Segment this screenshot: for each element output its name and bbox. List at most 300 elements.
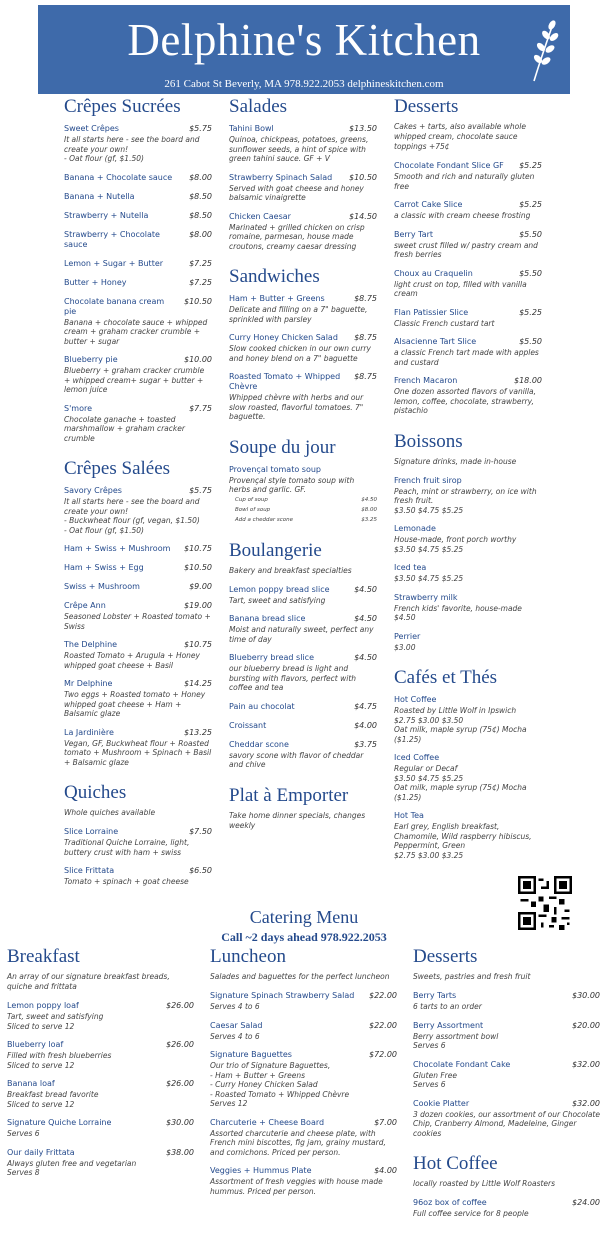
menu-item [394,476,542,516]
item-price: $7.50 [189,827,212,836]
item-name: Provençal tomato soup [229,464,321,474]
menu-item-header [229,124,377,134]
menu-item [394,524,542,554]
item-name: Strawberry milk [394,592,458,602]
item-description: a classic French tart made with apples and custard [394,348,539,367]
item-price: $13.50 [349,124,377,133]
item-description: Filled with fresh blueberries Sliced to serve 12 [7,1051,112,1070]
menu-section [229,266,377,422]
item-name: Croissant [229,720,267,730]
item-price: $5.50 [519,337,542,346]
item-description: Full coffee service for 8 people [413,1209,529,1218]
size-option [229,505,377,515]
menu-item [64,563,212,573]
menu-item [210,1050,397,1109]
item-description: Moist and naturally sweet, perfect any time of day [229,625,374,644]
item-price: $30.00 [572,991,600,1000]
menu-item [7,1001,194,1031]
menu-item [229,465,377,525]
item-description: Assortment of fresh veggies with house made hummus. Priced per person. [210,1177,383,1196]
section-title: Cafés et Thés [394,667,498,688]
item-price: $13.25 [184,727,212,737]
item-name: Savory Crêpes [64,486,122,495]
menu-item-header [64,563,212,573]
item-name: Hot Coffee [394,695,437,704]
section-subtitle: An array of our signature breakfast breads, quiche and frittata [7,972,170,991]
menu-section [7,946,194,1178]
catering-subtitle: Call ~2 days ahead 978.922.2053 [221,930,387,944]
section-subtitle: Whole quiches available [64,808,156,817]
menu-item-header [7,1079,194,1089]
menu-item-header [229,653,377,663]
item-name: Sweet Crêpes [64,124,119,133]
section-title: Sandwiches [229,266,320,287]
menu-section [413,946,600,1138]
menu-item-header [64,230,212,250]
item-name: Signature Quiche Lorraine [7,1118,112,1127]
item-price: $32.00 [572,1098,600,1108]
item-description: Classic French custard tart [394,318,495,328]
item-name: Chocolate Fondant Cake [413,1059,511,1069]
item-name: Iced Coffee [394,753,440,762]
menu-item-header [394,376,542,386]
menu-item-header [64,866,212,876]
menu-item-header [64,404,212,414]
menu-item-header [64,259,212,269]
menu-item [394,200,542,221]
menu-item [394,161,542,191]
menu-section [413,1153,600,1219]
menu-item [64,582,212,592]
menu-item-header [229,585,377,595]
item-name: Lemon + Sugar + Butter [64,258,164,268]
item-price: $9.00 [189,582,212,591]
item-description: Chocolate ganache + toasted marshmallow + graham cracker crumble [64,414,185,443]
item-name: Curry Honey Chicken Salad [229,333,338,342]
item-price: $30.00 [166,1118,194,1127]
menu-item-header [394,200,542,210]
menu-item-header [413,1198,600,1208]
item-name: Blueberry pie [64,355,118,364]
menu-item [64,827,212,857]
item-description: Peach, mint or strawberry, on ice with fresh fruit. $3.50 $4.75 $5.25 [394,486,537,515]
catering-column-left [7,946,194,1193]
section-title: Luncheon [210,946,286,967]
restaurant-contact: 261 Cabot St Beverly, MA 978.922.2053 delphineskitchen.com [164,78,444,90]
item-price: $4.50 [354,614,377,623]
item-description: Our trio of Signature Baguettes, - Ham + Butter + Greens - Curry Honey Chicken Salad - Roasted Tomato + Whipped Chèvre Serves 12 [210,1061,350,1108]
menu-item-header [7,1001,194,1011]
menu-item [229,333,377,363]
item-price: $4.00 [354,720,377,730]
item-price: $26.00 [166,1040,194,1049]
menu-item-header [7,1148,194,1158]
menu-item-header [210,1166,397,1176]
item-price: $7.75 [189,403,212,413]
menu-item [210,1118,397,1158]
item-description: Vegan, GF, Buckwheat flour + Roasted tomato + Mushroom + Spinach + Basil + Balsamic glaze [64,738,212,767]
menu-item [394,753,542,802]
size-label: Bowl of soup [235,506,271,513]
menu-item-header [394,308,542,318]
section-subtitle: Take home dinner specials, changes weekly [229,810,366,830]
item-name: Cookie Platter [413,1098,470,1108]
section-title: Boulangerie [229,539,322,561]
menu-item-header [394,476,542,486]
item-price: $5.50 [519,268,542,278]
item-name: The Delphine [64,640,118,649]
item-name: French fruit sirop [394,475,462,485]
size-label: Cup of soup [235,496,268,503]
section-subtitle: Bakery and breakfast specialties [229,565,352,575]
item-name: Mr Delphine [64,679,113,688]
menu-item [229,173,377,203]
menu-item-header [64,601,212,611]
item-name: French Macaron [394,376,458,385]
item-description: 6 tarts to an order [413,1002,482,1011]
section-title: Hot Coffee [413,1153,498,1174]
item-price: $7.25 [189,277,212,287]
menu-item-header [210,1050,397,1060]
menu-item [229,124,377,164]
menu-item [64,679,212,719]
menu-section [394,96,542,416]
menu-item [413,1099,600,1139]
section-subtitle: locally roasted by Little Wolf Roasters [413,1179,556,1188]
menu-item [413,1198,600,1219]
item-description: our blueberry bread is light and bursting with flavors, perfect with coffee and tea [229,664,357,692]
item-name: 96oz box of coffee [413,1198,487,1207]
section-title: Salades [229,96,288,117]
restaurant-title: Delphine's Kitchen [127,15,481,65]
menu-item [64,544,212,554]
item-price: $8.50 [189,210,212,220]
item-name: Slice Frittata [64,866,115,875]
size-option [229,495,377,505]
item-price: $3.75 [354,739,377,749]
item-name: Iced tea [394,563,427,572]
menu-item-header [394,632,542,642]
menu-item-header [413,991,600,1001]
menu-item-header [64,582,212,592]
section-title: Breakfast [7,946,80,967]
item-name: Charcuterie + Cheese Board [210,1117,325,1127]
item-name: Strawberry + Nutella [64,210,149,220]
menu-item [394,695,542,744]
menu-item-header [413,1099,600,1109]
section-title: Crêpes Sucrées [64,96,181,117]
menu-item-header [229,173,377,183]
item-name: Banana + Nutella [64,191,135,201]
item-price: $7.25 [189,258,212,268]
item-description: Assorted charcuterie and cheese plate, with French mini biscottes, fig jam, grainy mustard, and cornichons. Priced per person. [210,1128,386,1157]
item-price: $5.25 [519,307,542,317]
menu-item-header [394,230,542,240]
menu-item-header [210,991,397,1001]
menu-item-header [229,702,377,712]
item-name: Carrot Cake Slice [394,200,463,209]
item-name: Strawberry + Chocolate sauce [64,229,160,249]
section-title: Crêpes Salées [64,458,171,479]
menu-item-header [229,212,377,222]
menu-item-header [64,173,212,183]
item-description: $3.00 [394,642,416,652]
item-description: Serves 4 to 6 [210,1002,260,1011]
item-price: $14.25 [184,679,212,688]
section-title: Plat à Emporter [229,784,349,806]
menu-item [210,1166,397,1196]
item-price: $7.00 [374,1117,397,1127]
item-description: Tart, sweet and satisfying [229,595,326,605]
menu-item [64,230,212,250]
menu-item-header [229,465,377,475]
menu-item [64,404,212,444]
item-price: $72.00 [369,1050,397,1059]
menu-item [394,308,542,329]
item-description: Berry assortment bowl Serves 6 [413,1031,499,1050]
menu-item-header [394,563,542,573]
menu-section [229,96,377,251]
menu-item-header [229,372,377,392]
menu-item [7,1079,194,1109]
item-description: Slow cooked chicken in our own curry and honey blend on a 7" baguette [229,344,371,363]
menu-item [64,728,212,768]
menu-item [64,866,212,887]
item-name: Pain au chocolat [229,701,295,711]
item-description: $3.50 $4.75 $5.25 [394,574,464,583]
item-name: Banana loaf [7,1079,55,1088]
item-description: Roasted by Little Wolf in Ipswich $2.75 $3.00 $3.50 Oat milk, maple syrup (75¢) Mocha ($1.25) [394,706,527,744]
section-subtitle: Salades and baguettes for the perfect luncheon [210,972,390,981]
menu-item [210,1021,397,1042]
menu-item [394,563,542,584]
menu-item [7,1040,194,1070]
menu-item-header [7,1040,194,1050]
item-price: $6.50 [189,866,212,875]
size-label: Add a cheddar scone [235,516,293,523]
item-price: $8.75 [354,372,377,381]
menu-item [413,1021,600,1051]
menu-item-header [229,721,377,731]
menu-item-header [394,753,542,763]
item-name: Ham + Swiss + Mushroom [64,544,171,553]
menu-item-header [229,614,377,624]
item-price: $8.00 [189,229,212,239]
menu-item [64,259,212,269]
menu-item-header [64,192,212,202]
column-middle [229,96,377,846]
menu-item-header [413,1060,600,1070]
item-description: 3 dozen cookies, our assortment of our Chocolate Chip, Cranberry Almond, Madeleine, Ginger cookies [413,1109,600,1138]
menu-item [229,653,377,693]
section-title: Soupe du jour [229,436,336,458]
item-name: Lemon poppy bread slice [229,584,330,594]
item-description: French kids' favorite, house-made $4.50 [394,603,522,622]
menu-item [413,1060,600,1090]
item-price: $26.00 [166,1001,194,1010]
item-name: Roasted Tomato + Whipped Chèvre [229,372,341,391]
menu-section [394,667,542,860]
item-name: Signature Spinach Strawberry Salad [210,991,355,1000]
item-description: Tomato + spinach + goat cheese [64,877,189,886]
menu-item-header [64,544,212,554]
item-name: La Jardinière [64,727,114,737]
item-name: Choux au Craquelin [394,268,473,278]
menu-item-header [64,486,212,496]
item-description: Provençal style tomato soup with herbs and garlic. GF. [229,475,355,494]
menu-item-header [394,161,542,171]
menu-item [413,991,600,1012]
menu-item [7,1148,194,1178]
lavender-sprig-icon [528,15,562,83]
menu-section [64,96,212,443]
menu-item-header [229,333,377,343]
item-description: savory scone with flavor of cheddar and chive [229,750,364,769]
section-title: Desserts [394,96,459,117]
menu-item [64,211,212,221]
item-description: Banana + chocolate sauce + whipped cream + graham cracker crumble + butter + sugar [64,317,208,346]
item-name: Berry Tarts [413,991,457,1000]
menu-item-header [394,695,542,705]
menu-item [394,593,542,623]
item-price: $10.50 [349,172,377,182]
item-price: $8.75 [354,294,377,303]
item-name: Veggies + Hummus Plate [210,1166,312,1175]
menu-item-header [7,1118,194,1128]
section-subtitle: Sweets, pastries and fresh fruit [413,972,531,981]
item-name: Our daily Frittata [7,1147,75,1157]
item-name: S'more [64,403,92,413]
item-description: Gluten Free Serves 6 [413,1070,457,1089]
column-right [394,96,542,875]
item-description: Serves 6 [7,1129,40,1138]
item-name: Blueberry bread slice [229,653,314,662]
menu-item [64,355,212,395]
item-price: $4.50 [354,584,377,594]
item-price: $8.75 [354,333,377,342]
menu-item [229,740,377,770]
section-subtitle: Cakes + tarts, also available whole whipped cream, chocolate sauce toppings +75¢ [394,122,526,151]
item-name: Alsacienne Tart Slice [394,337,477,346]
item-price: $10.00 [184,355,212,364]
menu-item-header [64,124,212,134]
menu-item-header [229,294,377,304]
item-description: Regular or Decaf $3.50 $4.75 $5.25 Oat milk, maple syrup (75¢) Mocha ($1.25) [394,764,527,802]
item-name: Butter + Honey [64,277,127,287]
header-banner [38,5,570,94]
menu-item [64,124,212,164]
item-description: It all starts here - see the board and create your own! - Buckwheat flour (gf, vegan, $1.50) - Oat flour (gf, $1.50) [64,497,200,535]
menu-item [229,585,377,606]
item-description: light crust on top, filled with vanilla cream [394,279,527,298]
item-name: Ham + Swiss + Egg [64,563,144,572]
item-price: $8.50 [189,191,212,201]
menu-item [64,601,212,631]
menu-item-header [210,1021,397,1031]
item-description: Earl grey, English breakfast, Chamomile, Wild raspberry hibiscus, Peppermint, Green $2.75 $3.00 $3.25 [394,822,532,860]
item-description: Marinated + grilled chicken on crisp romaine, parmesan, house made croutons, creamy caesar dressing [229,222,365,251]
item-description: House-made, front porch worthy $3.50 $4.75 $5.25 [394,535,517,554]
menu-item [64,173,212,183]
menu-item-header [64,640,212,650]
item-name: Slice Lorraine [64,827,119,836]
item-name: Blueberry loaf [7,1040,64,1049]
menu-item [210,991,397,1012]
item-name: Strawberry Spinach Salad [229,172,333,182]
menu-item-header [210,1118,397,1128]
catering-column-middle [210,946,397,1211]
item-name: Berry Tart [394,229,434,239]
item-name: Perrier [394,631,421,641]
item-name: Banana bread slice [229,614,306,623]
item-name: Chocolate banana cream pie [64,296,165,316]
item-price: $26.00 [166,1079,194,1088]
item-name: Banana + Chocolate sauce [64,172,173,182]
item-description: Smooth and rich and naturally gluten free [394,172,535,191]
item-name: Ham + Butter + Greens [229,294,325,303]
menu-item [229,212,377,252]
menu-item [394,337,542,367]
item-price: $38.00 [166,1147,194,1157]
menu-item-header [64,211,212,221]
menu-section [229,437,377,525]
section-subtitle: Signature drinks, made in-house [394,456,517,466]
menu-item [7,1118,194,1139]
item-price: $5.25 [519,161,542,170]
menu-item [229,372,377,422]
item-price: $22.00 [369,991,397,1000]
item-description: Served with goat cheese and honey balsamic vinaigrette [229,183,364,202]
item-name: Lemon poppy loaf [7,1001,79,1010]
item-description: Whipped chèvre with herbs and our slow roasted, flavorful tomatoes. 7" baguette. [229,393,364,421]
item-price: $4.00 [374,1166,397,1175]
item-description: Traditional Quiche Lorraine, light, buttery crust with ham + swiss [64,838,190,857]
item-name: Berry Assortment [413,1020,484,1030]
item-price: $32.00 [572,1059,600,1069]
menu-section [229,785,377,831]
menu-item [394,376,542,416]
item-name: Lemonade [394,524,436,533]
item-price: $5.75 [189,486,212,495]
item-description: a classic with cream cheese frosting [394,211,531,220]
menu-item-header [64,355,212,365]
section-title: Desserts [413,946,478,967]
item-price: $8.00 [189,172,212,182]
menu-item-header [64,728,212,738]
item-price: $4.75 [354,701,377,711]
menu-section [64,782,212,887]
item-name: Hot Tea [394,811,424,820]
size-price: $8.00 [361,506,377,513]
menu-section [229,540,377,770]
menu-section [394,431,542,653]
item-name: Flan Patissier Slice [394,307,469,317]
item-name: Caesar Salad [210,1020,263,1030]
item-price: $24.00 [572,1198,600,1207]
column-left [64,96,212,902]
menu-item [64,278,212,288]
item-price: $20.00 [572,1020,600,1030]
item-price: $22.00 [369,1020,397,1030]
menu-item-header [64,278,212,288]
item-name: Crêpe Ann [64,601,106,610]
menu-item-header [394,337,542,347]
menu-item-header [394,811,542,821]
item-price: $4.50 [354,653,377,662]
menu-item-header [64,679,212,689]
menu-item [229,294,377,324]
menu-item-header [64,827,212,837]
